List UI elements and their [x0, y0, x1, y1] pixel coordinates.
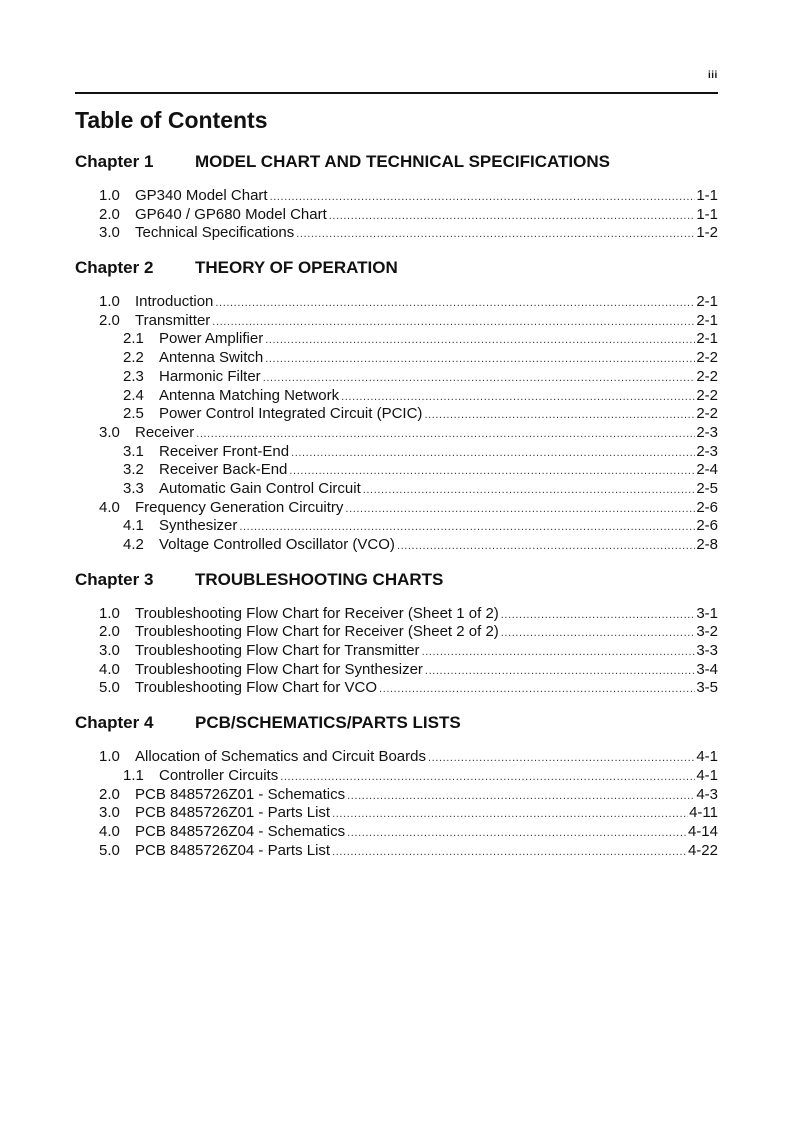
toc-entry-title: Power Amplifier: [159, 330, 264, 348]
toc-entry-number: 4.0: [99, 498, 120, 516]
toc-entry[interactable]: [75, 517, 718, 536]
toc-entry-number: 5.0: [99, 679, 120, 697]
toc-entry-title: Voltage Controlled Oscillator (VCO): [159, 536, 395, 553]
chapter-label: Chapter 1: [75, 152, 154, 171]
toc-entry-number: 4.0: [99, 822, 120, 840]
toc-entry-page: 2-1: [696, 330, 718, 348]
toc-entry-page: 3-5: [696, 679, 718, 697]
toc-entry-number: 4.0: [99, 660, 120, 678]
dot-leader: [341, 388, 695, 407]
toc-entry-page: 4-1: [696, 766, 718, 784]
toc-entry-number: 2.0: [99, 785, 120, 803]
chapter-label: Chapter 2: [75, 258, 154, 278]
toc-entry-page: 3-3: [696, 642, 718, 660]
toc-entry-number: 2.0: [99, 311, 120, 329]
toc-entry-title: Power Control Integrated Circuit (PCIC): [159, 405, 423, 423]
toc-entry-title: GP640 / GP680 Model Chart: [135, 205, 327, 223]
toc-entry-number: 1.0: [99, 187, 120, 204]
toc-entry[interactable]: [75, 480, 718, 499]
toc-entry-number: 1.0: [99, 604, 120, 622]
toc-entry-number: 2.1: [123, 330, 144, 348]
dot-leader: [345, 500, 695, 519]
dot-leader: [296, 225, 695, 244]
toc-entry[interactable]: [75, 387, 718, 406]
toc-entry-title: Harmonic Filter: [159, 367, 261, 385]
page-number: iii: [708, 70, 718, 81]
dot-leader: [291, 444, 695, 463]
dot-leader: [329, 207, 696, 226]
toc-entry-title: Synthesizer: [159, 517, 238, 535]
toc-entry-number: 2.4: [123, 386, 144, 404]
toc-entry[interactable]: [75, 804, 718, 823]
toc-entry-title: GP340 Model Chart: [135, 187, 268, 204]
toc-entry-number: 3.0: [99, 423, 120, 441]
toc-entry-title: Troubleshooting Flow Chart for Synthesizer: [135, 660, 423, 678]
toc-entry[interactable]: [75, 368, 718, 387]
toc-entry-page: 2-1: [696, 293, 718, 311]
toc-entry-number: 3.0: [99, 642, 120, 660]
dot-leader: [265, 331, 695, 350]
toc-entry-number: 3.3: [123, 479, 144, 497]
dot-leader: [424, 406, 695, 425]
dot-leader: [263, 369, 696, 388]
toc-entry[interactable]: [75, 786, 718, 805]
toc-entry-title: Allocation of Schematics and Circuit Boards: [135, 748, 426, 766]
toc-entry-title: Receiver Front-End: [159, 442, 290, 460]
toc-entry[interactable]: [75, 461, 718, 480]
toc-entry-number: 1.0: [99, 293, 120, 311]
toc-entry-title: Transmitter: [135, 311, 211, 329]
toc-entry-page: 2-3: [696, 442, 718, 460]
chapter-section: [75, 569, 718, 698]
toc-entry-page: 3-2: [696, 623, 718, 641]
toc-entry-number: 2.2: [123, 349, 144, 367]
toc-entry-title: PCB 8485726Z01 - Schematics: [135, 785, 346, 803]
toc-entry[interactable]: [75, 499, 718, 518]
toc-entry-title: Antenna Matching Network: [159, 386, 340, 404]
chapter-heading: [75, 151, 718, 173]
dot-leader: [212, 313, 695, 332]
toc-entry-title: Troubleshooting Flow Chart for VCO: [135, 679, 378, 697]
toc-entry-page: 1-1: [696, 187, 718, 204]
chapter-section: [75, 712, 718, 860]
dot-leader: [425, 662, 695, 681]
toc-entry-title: Controller Circuits: [159, 766, 279, 784]
toc-entry[interactable]: [75, 623, 718, 642]
toc-entry-title: Troubleshooting Flow Chart for Receiver (Sheet 2 of 2): [135, 623, 499, 641]
toc-entry-page: 2-2: [696, 405, 718, 423]
toc-entry-number: 2.5: [123, 405, 144, 423]
dot-leader: [332, 805, 688, 824]
toc-entry-title: Troubleshooting Flow Chart for Receiver (Sheet 1 of 2): [135, 604, 499, 622]
toc-entry-title: PCB 8485726Z04 - Parts List: [135, 841, 331, 859]
toc-entry-list: [75, 605, 718, 698]
toc-entry-page: 3-1: [696, 604, 718, 622]
toc-entry-page: 2-3: [696, 423, 718, 441]
toc-entry-page: 2-6: [696, 498, 718, 516]
toc-entry-page: 4-1: [696, 748, 718, 766]
chapter-heading: [75, 712, 718, 734]
toc-entry-title: Automatic Gain Control Circuit: [159, 479, 361, 497]
toc-entry[interactable]: [75, 748, 718, 767]
toc-entry-page: 1-2: [696, 224, 718, 242]
dot-leader: [428, 749, 695, 768]
toc-entry-list: [75, 187, 718, 243]
dot-leader: [289, 462, 695, 481]
chapter-list: [75, 151, 718, 874]
chapter-label: Chapter 3: [75, 569, 154, 589]
chapter-heading: [75, 257, 718, 279]
toc-entry-number: 5.0: [99, 841, 120, 859]
dot-leader: [347, 787, 695, 806]
dot-leader: [397, 537, 695, 556]
toc-entry-title: PCB 8485726Z01 - Parts List: [135, 804, 331, 822]
toc-entry-page: 4-22: [687, 841, 718, 859]
toc-entry-number: 3.2: [123, 461, 144, 479]
toc-entry-page: 1-1: [696, 205, 718, 223]
toc-entry-page: 2-1: [696, 311, 718, 329]
toc-entry-number: 2.3: [123, 367, 144, 385]
toc-entry-page: 3-4: [696, 660, 718, 678]
toc-entry[interactable]: [75, 206, 718, 225]
toc-entry[interactable]: [75, 187, 718, 206]
toc-entry[interactable]: [75, 443, 718, 462]
toc-entry-title: Technical Specifications: [135, 224, 295, 242]
toc-entry-page: 4-3: [696, 785, 718, 803]
toc-entry-page: 2-2: [696, 386, 718, 404]
toc-entry-title: Frequency Generation Circuitry: [135, 498, 344, 516]
toc-entry[interactable]: [75, 642, 718, 661]
toc-entry[interactable]: [75, 536, 718, 555]
toc-entry-page: 2-5: [696, 479, 718, 497]
dot-leader: [422, 643, 696, 662]
toc-entry[interactable]: [75, 842, 718, 861]
toc-entry-title: Receiver Back-End: [159, 461, 288, 479]
toc-entry-number: 3.1: [123, 442, 144, 460]
toc-entry[interactable]: [75, 330, 718, 349]
dot-leader: [270, 188, 696, 207]
toc-entry-page: 2-2: [696, 367, 718, 385]
chapter-title: TROUBLESHOOTING CHARTS: [195, 569, 444, 589]
toc-entry-list: [75, 293, 718, 555]
dot-leader: [501, 624, 696, 643]
toc-entry-number: 3.0: [99, 804, 120, 822]
toc-entry-number: 1.0: [99, 748, 120, 766]
dot-leader: [379, 680, 695, 699]
toc-entry[interactable]: [75, 424, 718, 443]
dot-leader: [215, 294, 695, 313]
toc-entry[interactable]: [75, 349, 718, 368]
toc-entry-list: [75, 748, 718, 860]
toc-entry-number: 2.0: [99, 205, 120, 223]
toc-entry-number: 4.1: [123, 517, 144, 535]
toc-entry-title: PCB 8485726Z04 - Schematics: [135, 822, 346, 840]
toc-entry[interactable]: [75, 293, 718, 312]
toc-entry-title: Antenna Switch: [159, 349, 264, 367]
dot-leader: [196, 425, 695, 444]
dot-leader: [363, 481, 696, 500]
toc-entry[interactable]: [75, 605, 718, 624]
chapter-title: MODEL CHART AND TECHNICAL SPECIFICATIONS: [195, 152, 610, 171]
toc-entry[interactable]: [75, 767, 718, 786]
dot-leader: [265, 350, 695, 369]
chapter-label: Chapter 4: [75, 713, 154, 733]
chapter-title: THEORY OF OPERATION: [195, 258, 398, 278]
toc-entry[interactable]: [75, 224, 718, 243]
toc-entry[interactable]: [75, 661, 718, 680]
toc-entry-page: 4-11: [689, 804, 718, 822]
chapter-section: [75, 257, 718, 555]
dot-leader: [332, 843, 687, 862]
toc-entry[interactable]: [75, 823, 718, 842]
toc-entry-title: Introduction: [135, 293, 214, 311]
toc-entry-number: 2.0: [99, 623, 120, 641]
toc-entry-number: 3.0: [99, 224, 120, 242]
dot-leader: [501, 606, 696, 625]
toc-entry-page: 2-8: [696, 536, 718, 553]
toc-entry-title: Receiver: [135, 423, 195, 441]
toc-entry[interactable]: [75, 405, 718, 424]
toc-entry[interactable]: [75, 679, 718, 698]
dot-leader: [239, 518, 695, 537]
toc-entry-page: 2-6: [696, 517, 718, 535]
header-rule: [75, 92, 718, 94]
dot-leader: [280, 768, 695, 787]
chapter-heading: [75, 569, 718, 591]
toc-entry-number: 1.1: [123, 766, 144, 784]
toc-entry[interactable]: [75, 312, 718, 331]
chapter-title: PCB/SCHEMATICS/PARTS LISTS: [195, 713, 461, 733]
toc-entry-number: 4.2: [123, 536, 144, 553]
toc-entry-title: Troubleshooting Flow Chart for Transmitter: [135, 642, 420, 660]
chapter-section: [75, 151, 718, 243]
toc-entry-page: 2-4: [696, 461, 718, 479]
toc-entry-page: 4-14: [687, 822, 718, 840]
dot-leader: [347, 824, 687, 843]
toc-entry-page: 2-2: [696, 349, 718, 367]
toc-title: Table of Contents: [75, 107, 268, 133]
